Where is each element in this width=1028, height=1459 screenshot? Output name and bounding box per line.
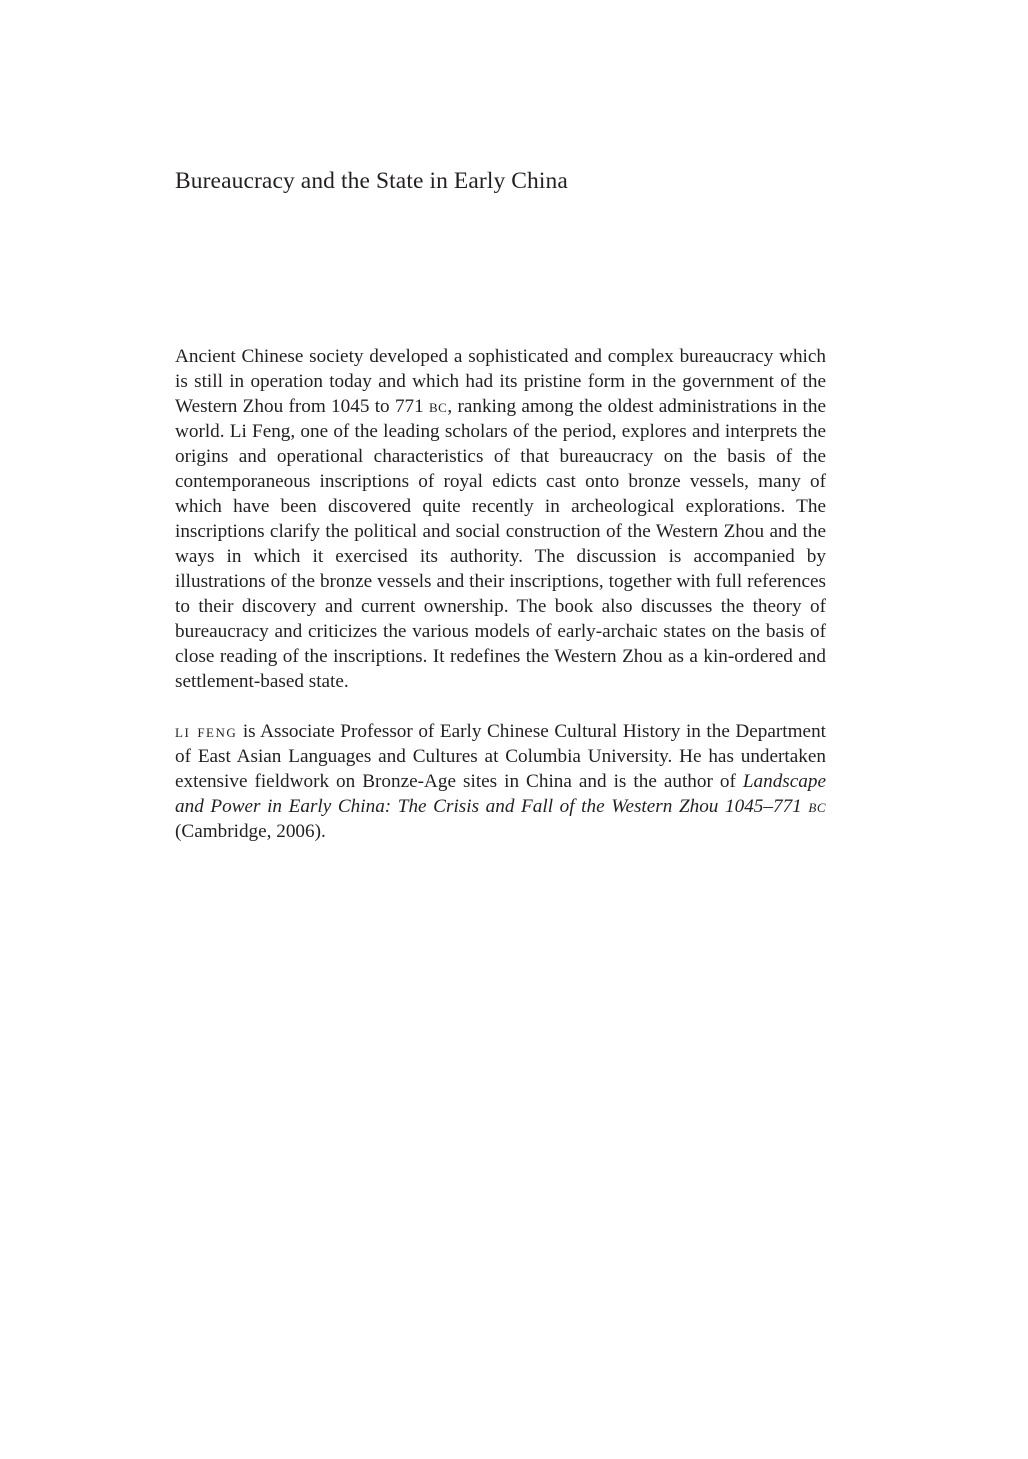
author-bio <box>175 719 826 844</box>
era-abbreviation: bc <box>429 396 448 417</box>
publication-info: (Cambridge, 2006). <box>175 821 326 842</box>
description-text-end: , ranking among the oldest administrations in the world. Li Feng, one of the leading scholars of the period, explores and interprets the origins and operational characteristics of that bureaucracy on the basis of the contemporaneous inscriptions of royal edicts cast onto bronze vessels, many of which have been discovered quite recently in archeological explorations. The inscriptions clarify the political and social construction of the Western Zhou and the ways in which it exercised its authority. The discussion is accompanied by illustrations of the bronze vessels and their inscriptions, together with full references to their discovery and current ownership. The book also discusses the theory of bureaucracy and criticizes the various models of early-archaic states on the basis of close reading of the inscriptions. It redefines the Western Zhou as a kin-ordered and settlement-based state. <box>175 396 826 692</box>
book-description <box>175 344 826 694</box>
author-bio-text: is Associate Professor of Early Chinese Cultural History in the Department of East Asian Languages and Cultures at Columbia University. He has undertaken extensive fieldwork on Bronze-Age sites in China and is the author of <box>175 721 826 792</box>
previous-book-title-text: Landscape and Power in Early China: The Crisis and Fall of the Western Zhou 1045–771 <box>175 771 826 817</box>
description-text-start: Ancient Chinese society developed a sophisticated and complex bureaucracy which is still in operation today and which had its pristine form in the government of the Western Zhou from 1045 to 771 <box>175 346 826 417</box>
previous-book-era: bc <box>808 796 826 817</box>
book-title: Bureaucracy and the State in Early China <box>175 168 568 194</box>
author-name: li feng <box>175 721 238 742</box>
